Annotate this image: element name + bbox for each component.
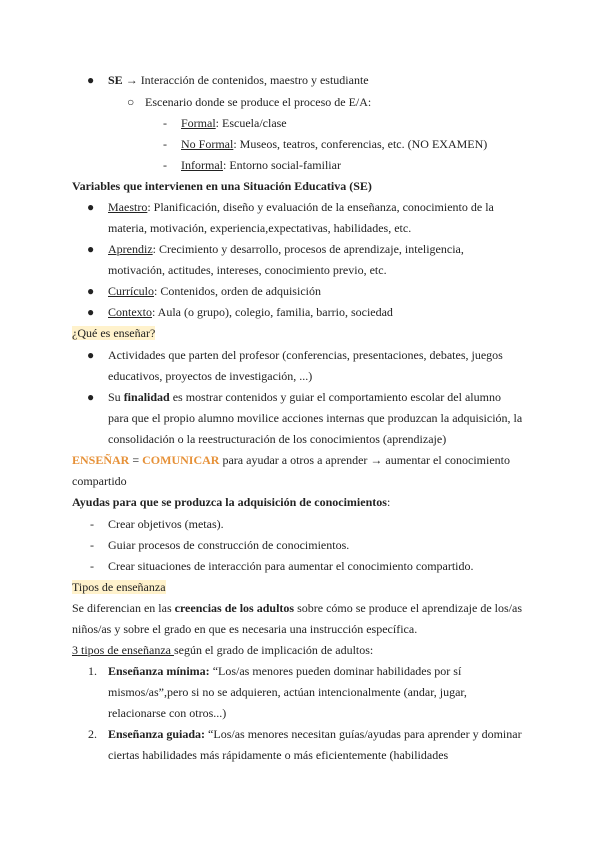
tipos-heading: Tipos de enseñanza: [72, 580, 166, 594]
ensenar-comunicar-line: ENSEÑAR = COMUNICAR para ayudar a otros a aprender → aumentar el conocimiento: [72, 453, 511, 467]
bullet-disc-icon: ●: [87, 305, 95, 319]
ayuda-item: Crear situaciones de interacción para aumentar el conocimiento compartido.: [108, 559, 474, 573]
variable-aprendiz-cont: motivación, actitudes, intereses, conocimiento previo, etc.: [108, 263, 387, 277]
ensenar-finalidad: Su finalidad es mostrar contenidos y guiar el comportamiento escolar del alumno: [108, 390, 501, 404]
list-number: 1.: [88, 664, 97, 678]
variable-maestro-cont: materia, motivación, experiencia,expectativas, habilidades, etc.: [108, 221, 412, 235]
que-es-ensenar-heading: ¿Qué es enseñar?: [72, 326, 156, 340]
tipos-paragraph-cont: niños/as y sobre el grado en que es necesaria una instrucción específica.: [72, 622, 418, 636]
tipo-ensenanza-minima-cont: mismos/as”,pero si no se adquieren, actúan intencionalmente (andar, jugar,: [108, 685, 467, 699]
tipo-ensenanza-minima: Enseñanza mínima: “Los/as menores pueden dominar habilidades por sí: [108, 664, 462, 678]
tipos-intro: 3 tipos de enseñanza según el grado de implicación de adultos:: [72, 643, 374, 657]
bullet-disc-icon: ●: [87, 200, 95, 214]
list-number: 2.: [88, 727, 97, 741]
ayuda-item: Crear objetivos (metas).: [108, 517, 224, 531]
ensenar-finalidad-cont: para que el propio alumno movilice acciones internas que produzcan la adquisición, la: [108, 411, 523, 425]
ensenar-comunicar-cont: compartido: [72, 474, 127, 488]
se-scenario: Escenario donde se produce el proceso de E/A:: [145, 95, 372, 109]
scenario-formal: Formal: Escuela/clase: [181, 116, 287, 130]
ensenar-finalidad-cont2: consolidación o la reestructuración de los conocimientos (aprendizaje): [108, 432, 447, 446]
ensenar-actividades: Actividades que parten del profesor (conferencias, presentaciones, debates, juegos: [108, 348, 503, 362]
se-definition: SE → Interacción de contenidos, maestro y estudiante: [108, 73, 369, 87]
bullet-disc-icon: ●: [87, 390, 95, 404]
scenario-no-formal: No Formal: Museos, teatros, conferencias, etc. (NO EXAMEN): [181, 137, 488, 151]
scenario-informal: Informal: Entorno social-familiar: [181, 158, 341, 172]
ensenar-actividades-cont: educativos, proyectos de investigación, ...): [108, 369, 313, 383]
tipos-paragraph: Se diferencian en las creencias de los adultos sobre cómo se produce el aprendizaje de los/as: [72, 601, 522, 615]
ayudas-heading: Ayudas para que se produzca la adquisición de conocimientos:: [72, 495, 391, 509]
tipo-ensenanza-minima-cont2: relacionarse con otros...): [108, 706, 227, 720]
bullet-dash-icon: -: [163, 137, 167, 151]
bullet-circle-icon: ○: [127, 95, 135, 109]
variable-contexto: Contexto: Aula (o grupo), colegio, familia, barrio, sociedad: [108, 305, 393, 319]
bullet-disc-icon: ●: [87, 73, 95, 87]
tipo-ensenanza-guiada: Enseñanza guiada: “Los/as menores necesitan guías/ayudas para aprender y dominar: [108, 727, 522, 741]
bullet-disc-icon: ●: [87, 348, 95, 362]
bullet-disc-icon: ●: [87, 284, 95, 298]
ayuda-item: Guiar procesos de construcción de conocimientos.: [108, 538, 350, 552]
variables-heading: Variables que intervienen en una Situación Educativa (SE): [72, 179, 372, 193]
bullet-dash-icon: -: [163, 158, 167, 172]
bullet-dash-icon: -: [90, 559, 94, 573]
variable-curriculo: Currículo: Contenidos, orden de adquisición: [108, 284, 321, 298]
bullet-dash-icon: -: [90, 538, 94, 552]
tipo-ensenanza-guiada-cont: ciertas habilidades más rápidamente o más eficientemente (habilidades: [108, 748, 449, 762]
bullet-dash-icon: -: [90, 517, 94, 531]
bullet-dash-icon: -: [163, 116, 167, 130]
variable-aprendiz: Aprendiz: Crecimiento y desarrollo, procesos de aprendizaje, inteligencia,: [108, 242, 464, 256]
bullet-disc-icon: ●: [87, 242, 95, 256]
variable-maestro: Maestro: Planificación, diseño y evaluación de la enseñanza, conocimiento de la: [108, 200, 494, 214]
